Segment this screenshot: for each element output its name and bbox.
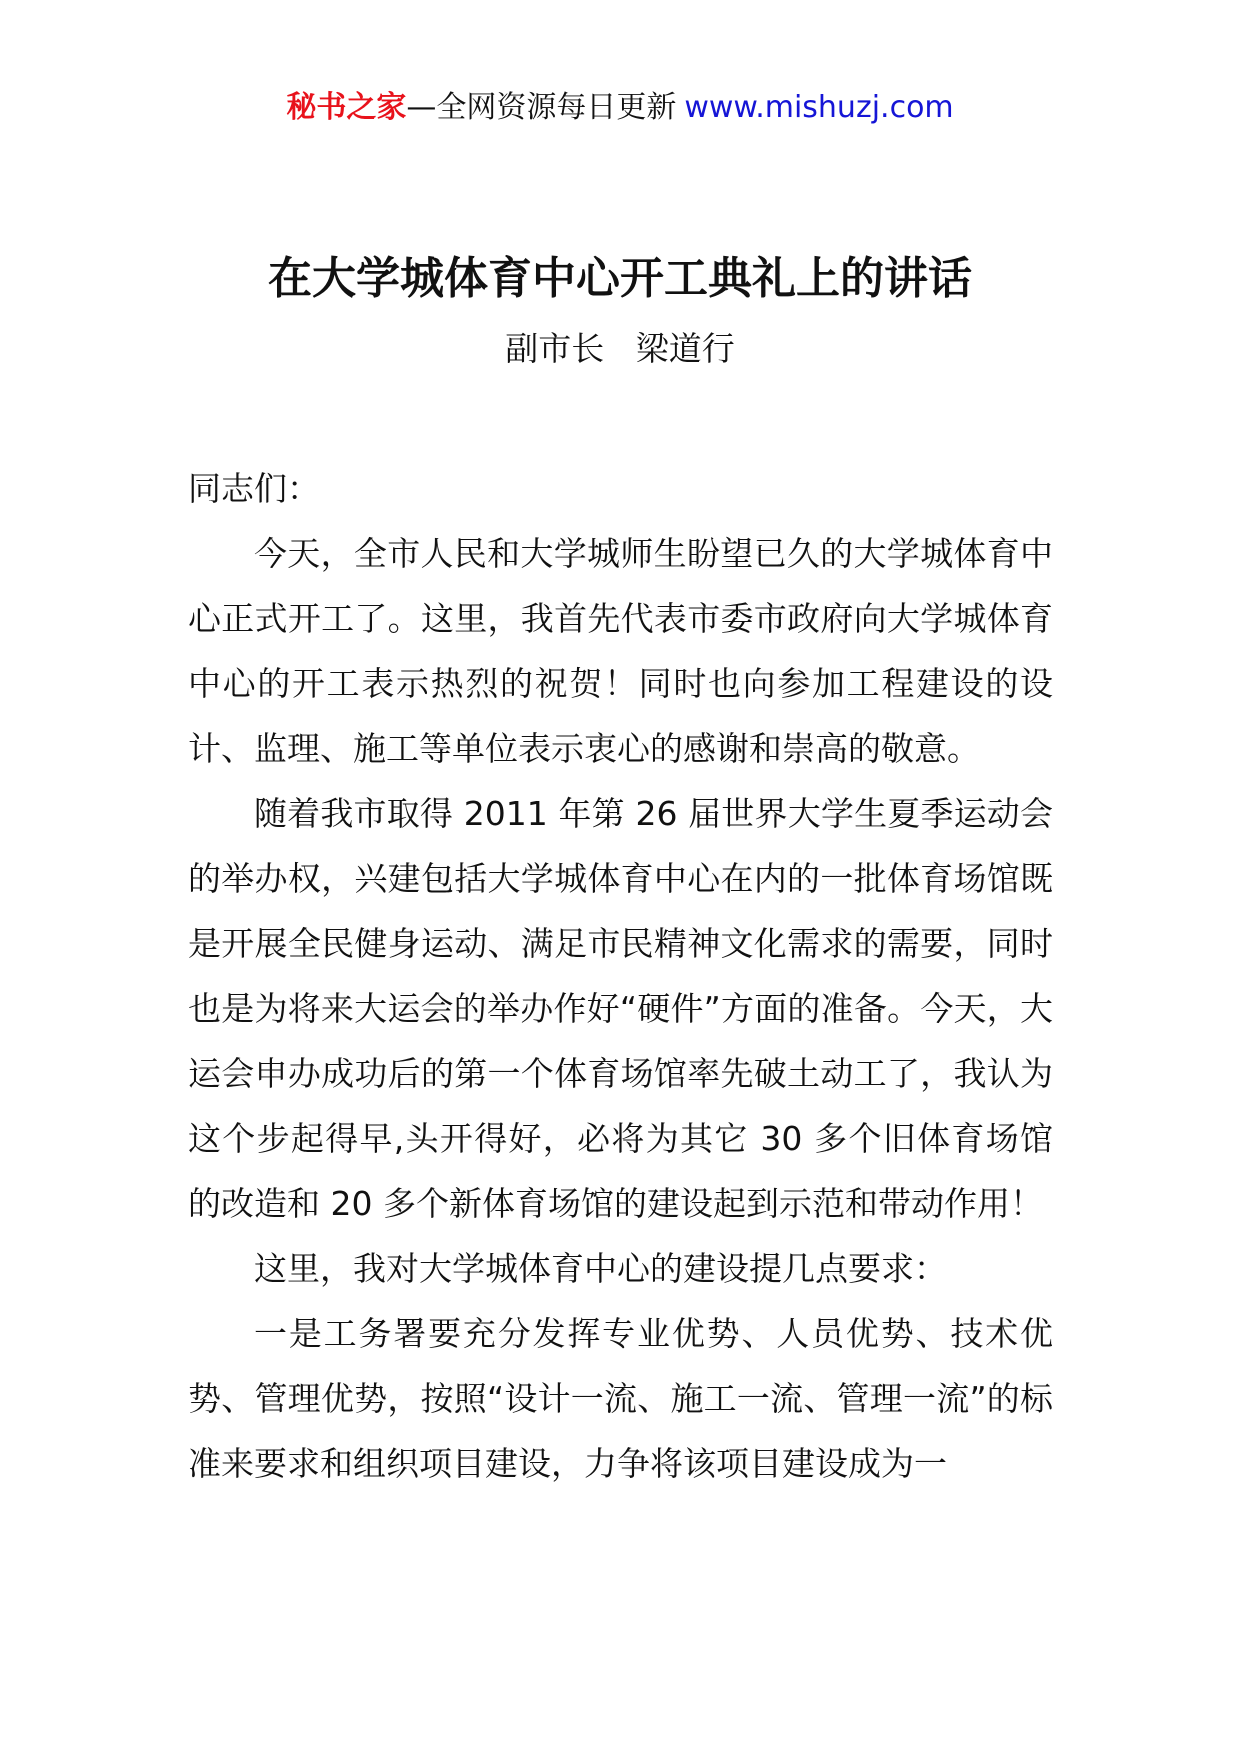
document-body — [188, 456, 1053, 1496]
site-url-link[interactable]: www.mishuzj.com — [684, 90, 954, 125]
paragraph: 这里，我对大学城体育中心的建设提几点要求： — [254, 1249, 947, 1288]
site-brand: 秘书之家 — [286, 90, 407, 125]
document-title: 在大学城体育中心开工典礼上的讲话 — [268, 253, 972, 304]
paragraph: 今天，全市人民和大学城师生盼望已久的大学城体育中心正式开工了。这里，我首先代表市委市政府向大学城体育中心的开工表示热烈的祝贺！同时也向参加工程建设的设计、监理、施工等单位表示衷心的感谢和崇高的敬意。 — [188, 534, 1053, 768]
paragraph: 随着我市取得 2011 年第 26 届世界大学生夏季运动会的举办权，兴建包括大学城体育中心在内的一批体育场馆既是开展全民健身运动、满足市民精神文化需求的需要，同时也是为将来大运会的举办作好“硬件”方面的准备。今天，大运会申办成功后的第一个体育场馆率先破土动工了，我认为这个步起得早,头开得好，必将为其它 30 多个旧体育场馆的改造和 20 多个新体育场馆的建设起到示范和带动作用！ — [188, 794, 1053, 1223]
document-author: 副市长 梁道行 — [505, 329, 735, 368]
paragraph: 一是工务署要充分发挥专业优势、人员优势、技术优势、管理优势，按照“设计一流、施工一流、管理一流”的标准来要求和组织项目建设，力争将该项目建设成为一 — [188, 1314, 1053, 1483]
site-header — [0, 88, 1240, 127]
salutation: 同志们： — [188, 469, 320, 508]
site-tagline: —全网资源每日更新 — [406, 90, 677, 125]
